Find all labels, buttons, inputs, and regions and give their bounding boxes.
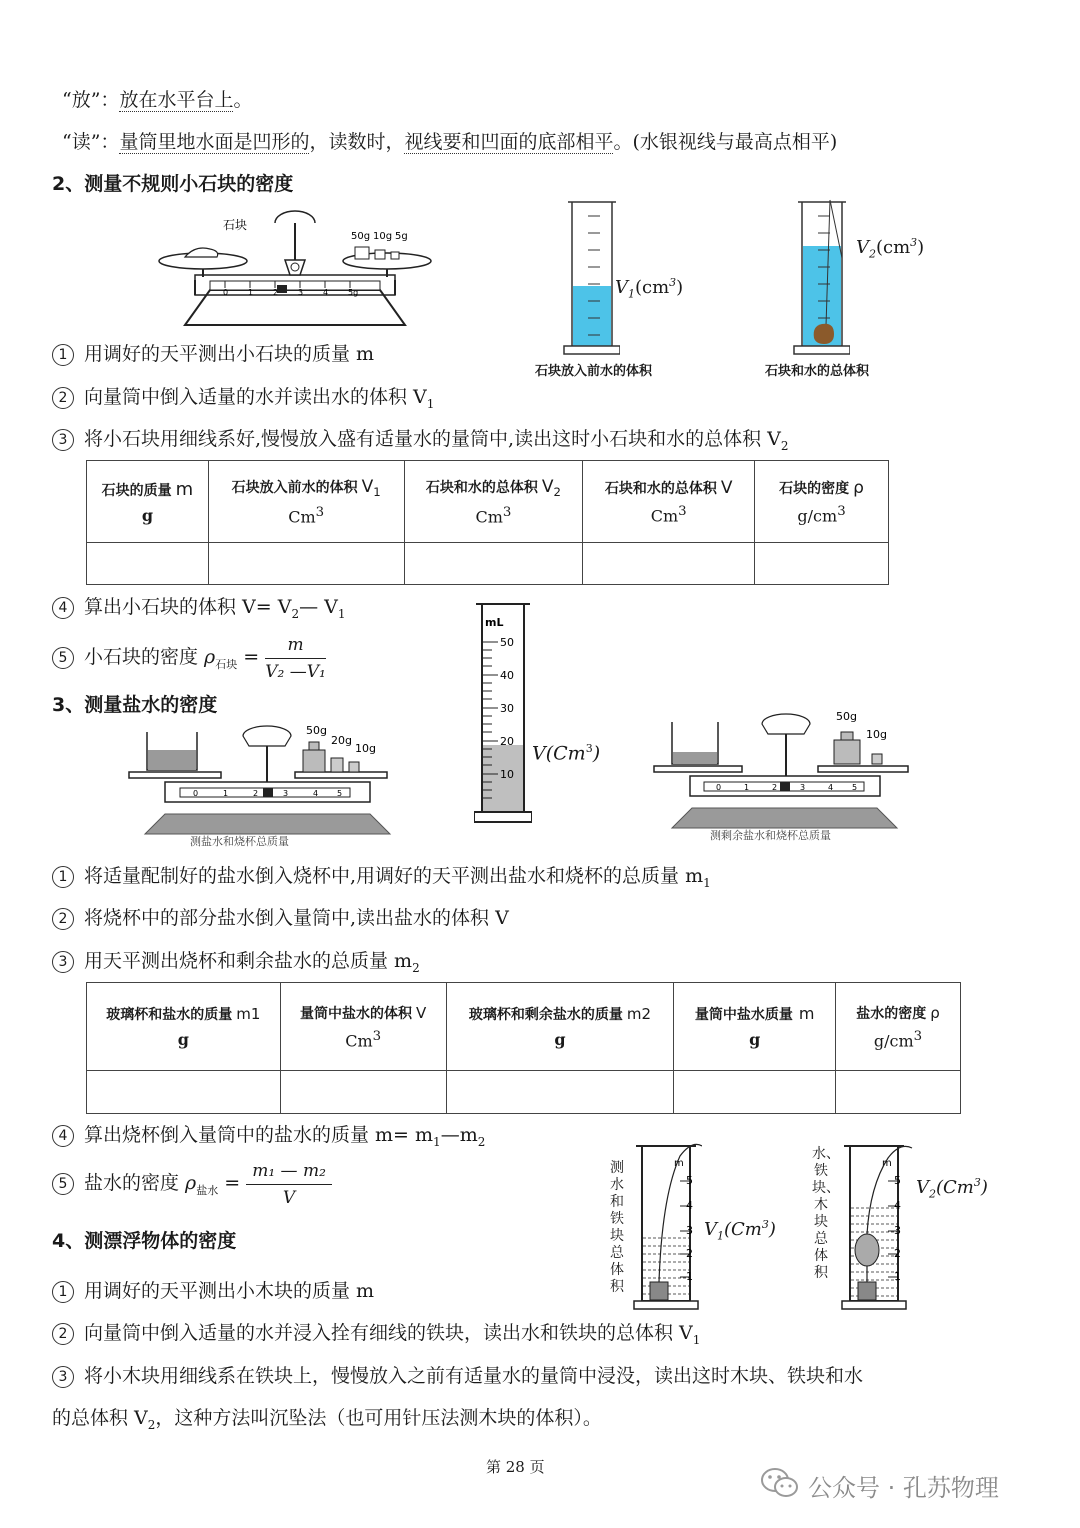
fraction-numerator: m₁ — m₂: [246, 1160, 332, 1185]
cylinder-with-stone: [790, 198, 850, 356]
scale-tick-0: 0: [223, 288, 229, 297]
sinker-cylinder-2: [838, 1136, 914, 1311]
header-unit: g/cm: [873, 1031, 914, 1051]
header-symbol-sub: 1: [373, 484, 381, 499]
du-tail: 。(水银视线与最高点相平): [613, 131, 838, 153]
equals-sign: =: [237, 646, 266, 668]
table-header-cell: [87, 983, 281, 1071]
sec4-step-1: [52, 1278, 374, 1304]
header-name: 石块和水的总体积: [425, 479, 538, 496]
step-sub: 1: [692, 1332, 701, 1347]
v1-sub: 1: [717, 1229, 724, 1243]
sec3-step-2: [52, 905, 509, 931]
header-unit: g: [749, 1030, 761, 1049]
v1-symbol: V: [615, 277, 628, 298]
v1-sub: 1: [628, 287, 635, 301]
du-label: “读”：: [62, 131, 120, 153]
header-symbol: ρ: [930, 1003, 940, 1022]
sinker-v2-label: [916, 1176, 988, 1201]
step-number: 1: [52, 1281, 74, 1303]
balance-illustration-2: [125, 722, 410, 850]
step-sub: 2: [147, 1417, 156, 1432]
step-text: 向量筒中倒入适量的水并浸入拴有细线的铁块，读出水和铁块的总体积 V: [84, 1322, 693, 1344]
step-number: 1: [52, 866, 74, 888]
fraction-denominator: V: [282, 1187, 296, 1208]
table-header-row: [87, 461, 889, 543]
step-number: 5: [52, 1173, 74, 1195]
du-sep: ，读数时，: [309, 131, 405, 153]
tick-5: 5: [686, 1174, 693, 1187]
step-text: 算出小石块的体积 V= V: [84, 596, 292, 618]
du-text2: 视线要和凹面的底部相平: [404, 131, 614, 153]
header-symbol: m1: [236, 1005, 261, 1023]
tick-4: 4: [686, 1199, 693, 1212]
table-cell[interactable]: [446, 1071, 674, 1114]
sec2-step-1: [52, 341, 374, 367]
table-header-cell: [87, 461, 209, 543]
step-sub: 1: [337, 606, 346, 621]
step-sub: 1: [433, 1134, 441, 1149]
step-text: 将适量配制好的盐水倒入烧杯中,用调好的天平测出盐水和烧杯的总质量 m: [84, 865, 704, 887]
step-tail: ，这种方法叫沉坠法（也可用针压法测木块的体积）。: [155, 1407, 602, 1429]
step-text: 向量筒中倒入适量的水并读出水的体积 V: [84, 386, 427, 408]
sinker-right-vertical-label: 水、铁块、木块总体积: [812, 1146, 840, 1281]
header-name: 盐水的密度: [856, 1005, 927, 1022]
scale-tick-5: 5: [852, 783, 858, 792]
v1-unit: (Cm: [724, 1219, 762, 1240]
v2-close: ): [980, 1177, 988, 1198]
scale-tick-2: 2: [253, 789, 259, 798]
unit-m-label: m: [882, 1158, 892, 1169]
table-header-cell: [280, 983, 446, 1071]
fraction-numerator: m: [265, 634, 326, 659]
scale-tick-3: 3: [298, 288, 304, 297]
header-symbol: V: [361, 476, 374, 497]
tick-4: 4: [894, 1199, 901, 1212]
table-cell[interactable]: [755, 543, 889, 585]
tick-2: 2: [894, 1247, 901, 1260]
caption-with-stone: 石块和水的总体积: [765, 364, 870, 379]
header-symbol: V: [541, 476, 554, 497]
step-sub: 1: [426, 396, 435, 411]
tick-label-30: 30: [500, 702, 514, 715]
scale-tick-3: 3: [283, 789, 289, 798]
header-symbol: V: [416, 1003, 427, 1022]
step-number: 1: [52, 344, 74, 366]
v1-close: ): [768, 1219, 776, 1240]
sec2-step-3: [52, 426, 788, 459]
step-text: 用天平测出烧杯和剩余盐水的总质量 m: [84, 950, 413, 972]
v2-close: ): [917, 237, 925, 258]
sec2-step-4: [52, 594, 346, 627]
header-unit: Cm: [475, 507, 503, 527]
rho-sub: 盐水: [196, 1183, 219, 1197]
tick-3: 3: [686, 1224, 693, 1237]
v2-symbol: V: [856, 237, 869, 258]
weight-10g-label: 10g: [373, 231, 393, 242]
table-cell[interactable]: [404, 543, 583, 585]
table-cell[interactable]: [674, 1071, 836, 1114]
section4-title: 4、测漂浮物体的密度: [52, 1230, 237, 1252]
table-header-cell: [583, 461, 755, 543]
table-header-cell: [755, 461, 889, 543]
header-unit-sup: 3: [837, 503, 846, 519]
v2-unit: (cm: [876, 237, 911, 258]
table-cell[interactable]: [280, 1071, 446, 1114]
fraction-denominator: V₂ —V₁: [265, 661, 326, 682]
balance1-caption: 测盐水和烧杯总质量: [190, 835, 289, 848]
tick-5: 5: [894, 1174, 901, 1187]
scale-tick-0: 0: [193, 789, 199, 798]
weight-10g-label: 10g: [866, 728, 887, 741]
step-text: 的总体积 V: [52, 1407, 148, 1429]
header-name: 量筒中盐水的体积: [300, 1005, 413, 1022]
step-sub: 2: [291, 606, 300, 621]
table-header-row: [87, 983, 961, 1071]
header-unit: g: [177, 1030, 189, 1049]
tick-1: 1: [686, 1270, 693, 1283]
v2-sub: 2: [929, 1187, 936, 1201]
intro-du-line: [62, 129, 837, 155]
header-unit-sup: 3: [372, 1028, 382, 1044]
table-cell[interactable]: [87, 543, 209, 585]
v1-unit: (cm: [635, 277, 670, 298]
header-symbol: m2: [626, 1005, 651, 1023]
fang-text: 放在水平台上: [119, 89, 234, 111]
v1-sup: 3: [761, 1218, 769, 1231]
stone-label: 石块: [223, 218, 248, 232]
tick-label-50: 50: [500, 636, 514, 649]
table-row: [87, 1071, 961, 1114]
step-number: 5: [52, 647, 74, 669]
table-cell[interactable]: [208, 543, 404, 585]
scale-tick-1: 1: [248, 288, 254, 297]
v-label: V(Cm: [532, 742, 586, 765]
scale-tick-4: 4: [313, 789, 319, 798]
v1-symbol: V: [704, 1219, 717, 1240]
header-name: 石块的质量: [101, 482, 172, 499]
table-cell[interactable]: [836, 1071, 961, 1114]
ml-unit-label: mL: [485, 616, 504, 629]
scale-tick-2: 2: [772, 783, 778, 792]
step-text: 用调好的天平测出小石块的质量 m: [84, 343, 375, 365]
step-mid: —m: [440, 1124, 478, 1146]
step-number: 2: [52, 908, 74, 930]
step-number: 2: [52, 1323, 74, 1345]
step-number: 4: [52, 1125, 74, 1147]
cylinder-before-stone: [560, 198, 620, 356]
scale-tick-4: 4: [323, 288, 329, 297]
balance-illustration-3: [652, 708, 914, 844]
tick-1: 1: [894, 1270, 901, 1283]
sec3-step-1: [52, 863, 711, 896]
header-name: 玻璃杯和盐水的质量: [106, 1007, 233, 1023]
v2-unit: (Cm: [936, 1177, 974, 1198]
weight-50g-label: 50g: [351, 231, 371, 242]
step-number: 3: [52, 429, 74, 451]
v1-close: ): [676, 277, 684, 298]
header-name: 石块放入前水的体积: [231, 479, 358, 496]
step-mid: — V: [299, 596, 338, 618]
step-number: 4: [52, 597, 74, 619]
table-cell[interactable]: [583, 543, 755, 585]
equals-sign: =: [218, 1172, 247, 1194]
sec4-step-2: [52, 1320, 700, 1353]
brine-density-table: [86, 982, 961, 1114]
v2-sub: 2: [869, 247, 876, 261]
step-number: 3: [52, 1366, 74, 1388]
header-name: 量筒中盐水质量: [694, 1007, 793, 1023]
v2-label: [856, 236, 924, 261]
header-unit: Cm: [650, 506, 679, 526]
page-number: 第 28 页: [486, 1458, 545, 1476]
sec4-step-3: [52, 1363, 863, 1389]
unit-m-label: m: [674, 1158, 684, 1169]
sec4-step-3-continued: [52, 1405, 602, 1438]
header-unit-sup: 3: [678, 503, 687, 519]
table-cell[interactable]: [87, 1071, 281, 1114]
v-sup: 3: [585, 742, 593, 755]
header-name: 石块的密度: [779, 480, 850, 497]
table-header-cell: [836, 983, 961, 1071]
step-sub: 2: [412, 960, 420, 975]
sec2-step-5: [52, 632, 326, 690]
step-text: 算出烧杯倒入量筒中的盐水的质量 m= m: [84, 1124, 434, 1146]
tick-label-40: 40: [500, 669, 514, 682]
wechat-icon: [760, 1466, 800, 1500]
fang-label: “放”：: [62, 89, 120, 111]
rho-symbol: ρ: [185, 1172, 197, 1194]
sec3-step-3: [52, 948, 420, 981]
sec3-step-4: [52, 1122, 485, 1155]
v1-sup: 3: [669, 276, 677, 289]
rho-sub: 石块: [215, 657, 238, 671]
v2-symbol: V: [916, 1177, 929, 1198]
tick-2: 2: [686, 1247, 693, 1260]
table-header-cell: [404, 461, 583, 543]
v1-label: [615, 276, 683, 301]
stone-density-table: [86, 460, 889, 585]
step-sub: 2: [780, 438, 789, 453]
header-unit: g: [141, 505, 153, 525]
balance2-caption: 测剩余盐水和烧杯总质量: [710, 829, 831, 842]
intro-fang-line: [62, 87, 252, 113]
header-symbol: ρ: [853, 477, 864, 498]
header-symbol-sub: 2: [553, 484, 561, 499]
header-unit: g/cm: [797, 506, 838, 526]
sinker-left-vertical-label: 测水和铁块总体积: [610, 1160, 624, 1295]
weight-50g-label: 50g: [836, 710, 857, 723]
du-text1: 量筒里地水面是凹形的: [119, 131, 310, 153]
weight-50g-label: 50g: [306, 724, 327, 737]
header-unit-sup: 3: [913, 1028, 923, 1044]
table-header-cell: [208, 461, 404, 543]
header-name: 玻璃杯和剩余盐水的质量: [468, 1007, 623, 1023]
step-text: 用调好的天平测出小木块的质量 m: [84, 1280, 375, 1302]
density-fraction: [265, 634, 326, 683]
table-header-cell: [674, 983, 836, 1071]
step-text: 将小木块用细线系在铁块上，慢慢放入之前有适量水的量筒中浸没，读出这时木块、铁块和水: [84, 1365, 864, 1387]
weight-5g-label: 5g: [395, 231, 408, 242]
v-cm3-label: [532, 742, 600, 764]
weight-20g-label: 20g: [331, 734, 352, 747]
step-text: 将小石块用细线系好,慢慢放入盛有适量水的量筒中,读出这时小石块和水的总体积 V: [84, 428, 781, 450]
scale-tick-5: 5: [337, 789, 343, 798]
scale-tick-0: 0: [716, 783, 722, 792]
measuring-cylinder-ml: [474, 600, 532, 826]
sec2-step-2: [52, 384, 434, 417]
header-unit-sup: 3: [502, 504, 512, 520]
scale-tick-4: 4: [828, 783, 834, 792]
scale-tick-1: 1: [223, 789, 229, 798]
sinker-v1-label: [704, 1218, 776, 1243]
sec3-step-5: [52, 1158, 332, 1216]
fang-tail: 。: [233, 89, 253, 111]
header-unit: Cm: [345, 1031, 373, 1051]
caption-before-stone: 石块放入前水的体积: [535, 364, 653, 379]
scale-tick-3: 3: [800, 783, 806, 792]
table-header-cell: [446, 983, 674, 1071]
step-sub: 1: [703, 875, 711, 890]
header-unit-sup: 3: [315, 504, 325, 520]
step-sub: 2: [477, 1134, 486, 1149]
header-symbol: V: [720, 477, 733, 498]
watermark-text: 公众号 · 孔苏物理: [808, 1474, 999, 1502]
step-number: 2: [52, 387, 74, 409]
rho-symbol: ρ: [204, 646, 216, 668]
step-number: 3: [52, 951, 74, 973]
header-unit: g: [554, 1030, 566, 1049]
v-close: ): [592, 742, 601, 765]
sinker-cylinder-1: [630, 1136, 702, 1311]
section3-title: 3、测量盐水的密度: [52, 694, 218, 716]
step-text: 将烧杯中的部分盐水倒入量筒中,读出盐水的体积 V: [84, 907, 509, 929]
scale-tick-2: 2: [273, 288, 279, 297]
section2-title: 2、测量不规则小石块的密度: [52, 173, 294, 195]
header-unit: Cm: [288, 507, 316, 527]
v2-sup: 3: [973, 1176, 981, 1189]
weight-10g-label: 10g: [355, 742, 376, 755]
balance-illustration-1: [155, 205, 435, 333]
tick-3: 3: [894, 1224, 901, 1237]
header-name: 石块和水的总体积: [604, 480, 717, 497]
scale-tick-5: 5g: [348, 288, 359, 297]
tick-label-20: 20: [500, 735, 514, 748]
step-text: 小石块的密度: [84, 646, 205, 668]
header-symbol: m: [798, 1004, 815, 1023]
step-text: 盐水的密度: [84, 1172, 186, 1194]
density-fraction: [246, 1160, 332, 1209]
header-symbol: m: [175, 478, 194, 500]
scale-tick-1: 1: [744, 783, 750, 792]
table-row: [87, 543, 889, 585]
v2-sup: 3: [910, 236, 918, 249]
tick-label-10: 10: [500, 768, 514, 781]
